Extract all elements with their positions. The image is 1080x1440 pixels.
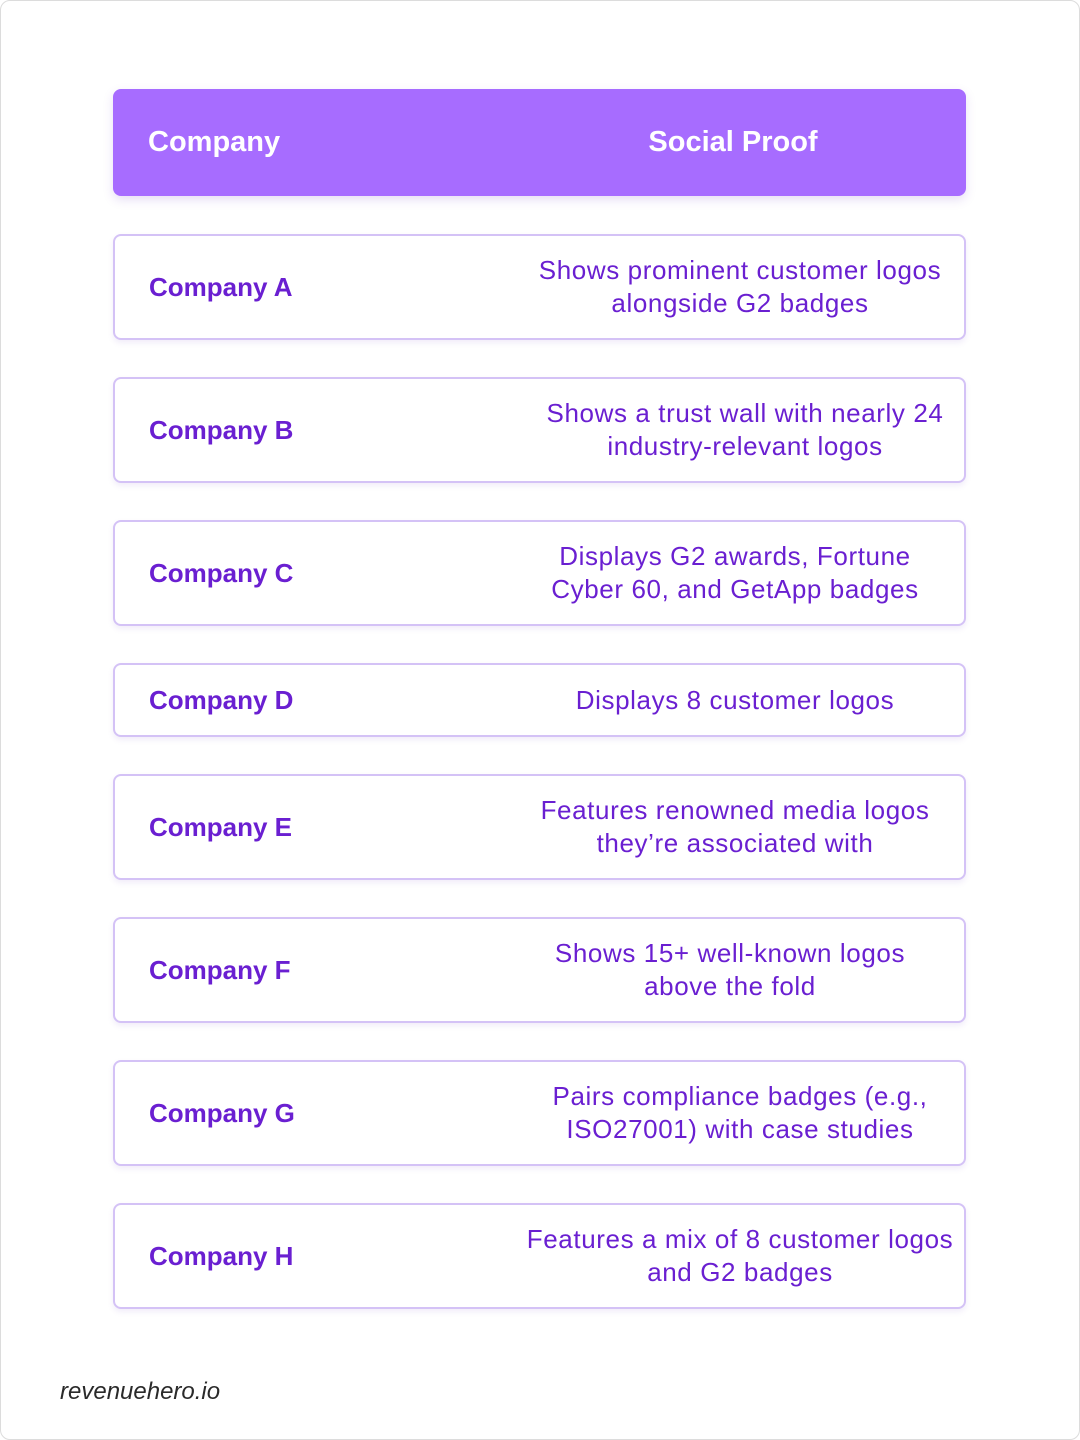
table-row	[113, 663, 966, 737]
company-name: Company A	[149, 271, 293, 302]
social-proof-text: Pairs compliance badges (e.g., ISO27001) with case studies	[552, 1081, 928, 1144]
table-row	[113, 1203, 966, 1309]
social-proof-text: Shows prominent customer logos alongside G2 badges	[538, 255, 942, 318]
company-name: Company H	[149, 1240, 294, 1271]
table-row	[113, 234, 966, 340]
company-name: Company G	[149, 1097, 295, 1128]
social-proof-text: Shows 15+ well-known logos above the fold	[554, 938, 906, 1001]
company-name: Company B	[149, 414, 294, 445]
table-row	[113, 917, 966, 1023]
social-proof-text: Features renowned media logos they’re associated with	[540, 795, 930, 858]
table-row	[113, 520, 966, 626]
table-row	[113, 377, 966, 483]
company-name: Company E	[149, 811, 293, 842]
social-proof-text: Displays 8 customer logos	[575, 684, 895, 715]
social-proof-text: Shows a trust wall with nearly 24 industry-relevant logos	[546, 398, 944, 461]
table-row	[113, 1060, 966, 1166]
social-proof-text: Features a mix of 8 customer logos and G2 badges	[526, 1224, 954, 1287]
table-row	[113, 774, 966, 880]
social-proof-text: Displays G2 awards, Fortune Cyber 60, and GetApp badges	[551, 541, 919, 604]
company-name: Company D	[149, 684, 294, 715]
company-name: Company F	[149, 954, 291, 985]
table-header	[113, 89, 966, 196]
company-name: Company C	[149, 557, 294, 588]
header-social-proof: Social Proof	[648, 126, 818, 158]
header-company: Company	[148, 126, 281, 158]
brand-footer: revenuehero.io	[60, 1378, 221, 1405]
